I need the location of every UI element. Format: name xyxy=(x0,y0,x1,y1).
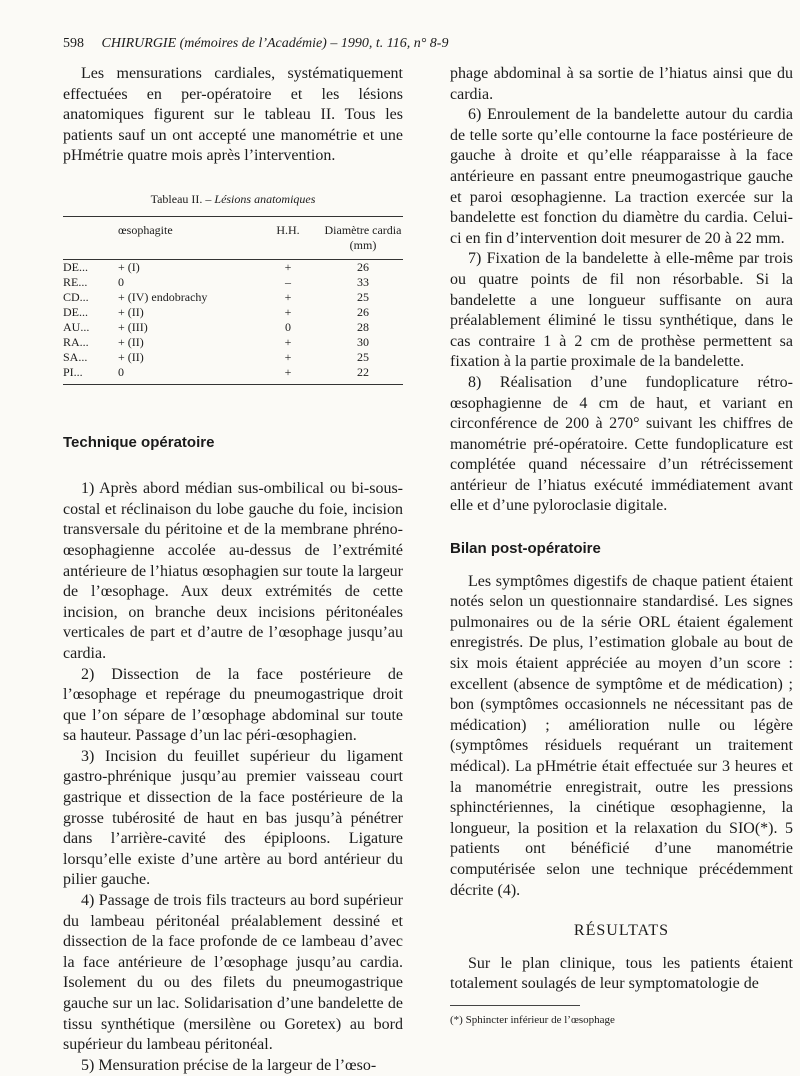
cell-hh: + xyxy=(284,289,292,304)
left-column xyxy=(63,64,403,1076)
cell-diametre: 28 xyxy=(357,319,369,334)
cell-oesophagite: + (II) xyxy=(118,334,144,349)
table-row xyxy=(63,305,403,320)
header-hh: H.H. xyxy=(276,222,300,237)
cell-patient: RE... xyxy=(63,274,88,289)
cell-oesophagite: 0 xyxy=(118,274,124,289)
technique-step-7: 7) Fixation de la bandelette à elle-même par trois ou quatre points de fil non résorbable. Si la bandelette a une longueur suffisante on aura préalablement éliminé le tissu synthétique, dans le cas contraire 1 à 2 cm de prothèse permettent sa fixation à la partie proximale de la bandelette. xyxy=(450,250,793,371)
table-row xyxy=(63,259,403,275)
cell-hh: 0 xyxy=(285,319,291,334)
results-heading: RÉSULTATS xyxy=(573,922,670,940)
section-title-bilan: Bilan post-opératoire xyxy=(450,540,601,558)
cell-diametre: 26 xyxy=(357,259,369,274)
technique-step-8: 8) Réalisation d’une fundoplicature rétro-œsophagienne de 4 cm de haut, et variant en circonférence de 200 à 270° suivant les chiffres de manométrie pré-opératoire. Cette fundoplicature est complétée quand nécessaire d’un rétrécissement antérieur de l’hiatus exécuté immédiatement avant elle et d’une pyloroclasie digitale. xyxy=(450,373,793,515)
table-row xyxy=(63,275,403,290)
cell-patient: SA... xyxy=(63,349,88,364)
cell-hh: + xyxy=(253,365,323,385)
table-caption xyxy=(63,189,403,210)
table-row xyxy=(63,320,403,335)
lesions-table xyxy=(63,216,403,385)
cell-oesophagite: + (III) xyxy=(118,319,148,334)
table-caption-prefix: Tableau II. – xyxy=(150,191,212,206)
running-header xyxy=(63,36,448,52)
page-number: 598 xyxy=(63,36,84,51)
technique-step-5: 5) Mensuration précise de la largeur de l’œso- xyxy=(81,1056,377,1074)
header-patient xyxy=(63,216,118,259)
cell-patient: AU... xyxy=(63,319,90,334)
cell-patient: DE... xyxy=(63,304,88,319)
cell-diametre: 33 xyxy=(357,274,369,289)
cell-oesophagite: + (I) xyxy=(118,259,140,274)
section-title-technique: Technique opératoire xyxy=(63,433,215,451)
cell-oesophagite: + (II) xyxy=(118,304,144,319)
cell-diametre: 26 xyxy=(357,304,369,319)
cell-patient: DE... xyxy=(63,259,88,274)
technique-step-6: 6) Enroulement de la bandelette autour du cardia de telle sorte qu’elle contourne la face postérieure de gauche à droite et qu’elle réapparaisse à la face antérieure en passant entre pneumogastrique gauche et paroi œsophagienne. La traction exercée sur la bandelette est fonction du diamètre du cardia. Celui-ci en fin d’intervention doit mesurer de 20 à 22 mm. xyxy=(450,106,793,247)
journal-title: CHIRURGIE (mémoires de l’Académie) – 1990, t. 116, n° 8-9 xyxy=(101,36,449,51)
cell-hh: + xyxy=(284,304,292,319)
cell-patient: RA... xyxy=(63,334,89,349)
table-header-row xyxy=(63,216,403,259)
table-row xyxy=(63,290,403,305)
cell-diametre: 25 xyxy=(357,349,369,364)
cell-oesophagite: 0 xyxy=(118,365,253,385)
cell-diametre: 30 xyxy=(357,334,369,349)
technique-step-4: 4) Passage de trois fils tracteurs au bord supérieur du lambeau péritonéal préalablement dessiné et dissection de la face profonde de ce lambeau d’avec la face antérieure de l’œsophage jusqu’au cardia. Isolement du ou des filets du pneumogastrique gauche sur un lac. Solidarisation d’une bandelette de tissu synthétique (mersilène ou Goretex) au bord supérieur du lambeau péritonéal. xyxy=(63,892,403,1054)
right-column xyxy=(450,64,793,1031)
technique-step-2: 2) Dissection de la face postérieure de l’œsophage et repérage du pneumogastrique droit que l’on sépare de l’œsophage abdominal sur toute sa hauteur. Passage d’un lac péri-œsophagien. xyxy=(63,665,403,745)
cell-oesophagite: + (II) xyxy=(118,349,144,364)
cell-hh: + xyxy=(284,349,292,364)
table-row xyxy=(63,335,403,350)
technique-step-1: 1) Après abord médian sus-ombilical ou bi-sous-costal et réclinaison du lobe gauche du foie, incision transversale du péritoine et de la membrane phréno-œsophagienne accolée au-dessus de l’extrémité antérieure de l’hiatus œsophagien sur toute la largeur de l’œsophage. Aux deux extrémités de cette incision, on branche deux incisions péritonéales verticales de part et d’autre de l’œsophage jusqu’au cardia. xyxy=(63,480,403,662)
footnote-rule xyxy=(450,1005,580,1006)
cell-diametre: 22 xyxy=(323,365,403,385)
continuation-paragraph: phage abdominal à sa sortie de l’hiatus ainsi que du cardia. xyxy=(450,65,793,103)
header-oesophagite: œsophagite xyxy=(118,222,173,237)
cell-patient: CD... xyxy=(63,289,89,304)
cell-oesophagite: + (IV) endobrachy xyxy=(118,289,208,304)
cell-patient: PI... xyxy=(63,365,118,385)
table-caption-title: Lésions anatomiques xyxy=(214,191,316,206)
bilan-paragraph: Les symptômes digestifs de chaque patient étaient notés selon un questionnaire standardisé. Les signes pulmonaires ou de la série ORL étaient également enregistrés. De plus, l’estimation globale au bout de six mois étaient appréciée au moyen d’un score : excellent (absence de symptôme et de médication) ; bon (symptômes occasionnels ne nécessitant pas de médication) ; amélioration nulle ou légère (symptômes résiduels requérant un traitement médical). La pHmétrie était effectuée sur 3 heures et la manométrie enregistrait, outre les pressions sphinctériennes, la cinétique œsophagienne, la longueur, la position et la relaxation du SIO(*). 5 patients ont bénéficié d’une manométrie computérisée selon une technique précédemment décrite (4). xyxy=(450,572,793,899)
header-diametre: Diamètre cardia (mm) xyxy=(324,222,402,252)
cell-diametre: 25 xyxy=(357,289,369,304)
cell-hh: + xyxy=(284,259,292,274)
cell-hh: + xyxy=(284,334,292,349)
intro-paragraph: Les mensurations cardiales, systématiquement effectuées en per-opératoire et les lésions anatomiques figurent sur le tableau II. Tous les patients sauf un ont accepté une manométrie et une pHmétrie quatre mois après l’intervention. xyxy=(63,65,403,165)
footnote: (*) Sphincter inférieur de l’œsophage xyxy=(450,1013,615,1026)
technique-step-3: 3) Incision du feuillet supérieur du ligament gastro-phrénique jusqu’au premier vaisseau court gastrique et dissection de la face postérieure de la grosse tubérosité de haut en bas jusqu’à pénétrer dans l’arrière-cavité des épiploons. Ligature lorsqu’elle existe d’une artère au bord antérieur du pilier gauche. xyxy=(63,747,403,889)
table-row xyxy=(63,350,403,365)
table-row xyxy=(63,365,403,385)
results-paragraph: Sur le plan clinique, tous les patients étaient totalement soulagés de leur symptomatologie de xyxy=(450,954,793,993)
cell-hh: – xyxy=(285,274,291,289)
